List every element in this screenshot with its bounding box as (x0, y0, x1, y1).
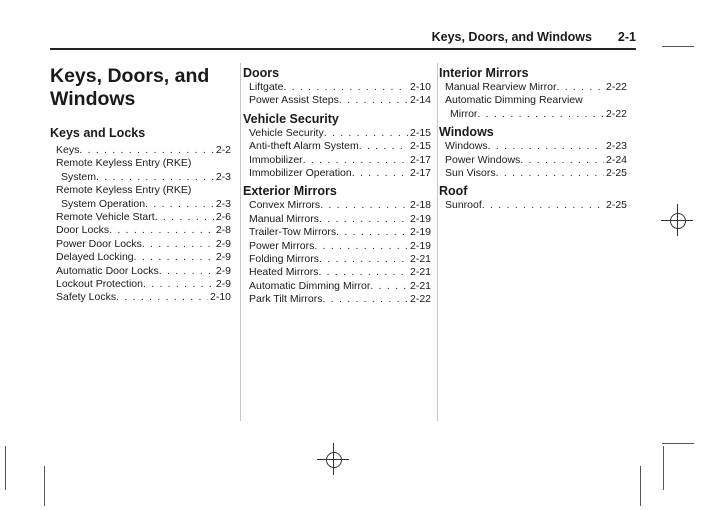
dot-leader (359, 140, 408, 153)
section-heading: Windows (439, 125, 494, 140)
toc-entry[interactable] (56, 211, 231, 224)
toc-entry[interactable] (56, 171, 231, 184)
toc-entry-label: Door Locks (56, 224, 110, 237)
dot-leader (520, 154, 604, 167)
dot-leader (323, 293, 408, 306)
section-heading: Doors (243, 66, 280, 80)
toc-column-mirrors-windows (439, 66, 627, 213)
toc-entry[interactable] (249, 266, 431, 279)
toc-page-number: 2-21 (409, 253, 431, 266)
toc-entry-label: Remote Vehicle Start (56, 211, 155, 224)
dot-leader (96, 171, 214, 184)
toc-entry[interactable] (445, 140, 627, 153)
dot-leader (556, 81, 604, 94)
toc-page-number: 2-9 (215, 278, 231, 291)
toc-entry-list (445, 140, 627, 180)
toc-entry[interactable] (249, 280, 431, 293)
toc-entry[interactable] (249, 81, 431, 94)
chapter-title-line-2: Windows (50, 88, 136, 110)
dot-leader (370, 280, 408, 293)
toc-page-number: 2-21 (409, 266, 431, 279)
toc-entry-label: Manual Mirrors (249, 212, 320, 225)
crop-mark (5, 446, 6, 490)
header-rule (50, 48, 636, 50)
toc-page-number: 2-9 (215, 264, 231, 277)
toc-entry[interactable] (249, 213, 431, 226)
toc-entry-label: Sunroof (445, 199, 482, 212)
toc-page-number: 2-25 (605, 199, 627, 212)
dot-leader (79, 144, 213, 157)
toc-page-number: 2-22 (605, 81, 627, 93)
toc-entry-list (249, 199, 431, 306)
toc-page-number: 2-19 (409, 212, 431, 225)
dot-leader (320, 199, 408, 212)
toc-entry[interactable] (249, 140, 431, 153)
toc-entry[interactable] (249, 226, 431, 239)
dot-leader (324, 127, 408, 140)
dot-leader (488, 140, 604, 153)
section-heading: Keys and Locks (50, 126, 146, 140)
toc-page-number: 2-22 (605, 107, 627, 120)
toc-entry[interactable] (56, 238, 231, 251)
toc-page-number: 2-19 (409, 239, 431, 252)
toc-entry[interactable] (56, 278, 231, 291)
toc-entry-label: Vehicle Security (249, 126, 324, 139)
page-number: 2-1 (617, 30, 636, 44)
toc-entry[interactable] (445, 167, 627, 180)
dot-leader (116, 291, 208, 304)
dot-leader (496, 167, 604, 180)
running-header (432, 30, 636, 44)
toc-entry[interactable] (445, 154, 627, 167)
toc-entry-label: Convex Mirrors (249, 199, 321, 212)
toc-entry-label: Safety Locks (56, 291, 117, 304)
toc-entry[interactable] (249, 240, 431, 253)
section-heading: Interior Mirrors (439, 66, 529, 80)
toc-entry[interactable] (249, 127, 431, 140)
toc-entry-label: Manual Rearview Mirror (445, 81, 557, 93)
dot-leader (303, 154, 408, 167)
dot-leader (145, 198, 214, 211)
toc-entry-continuation: Mirror (450, 107, 478, 120)
dot-leader (482, 199, 604, 212)
dot-leader (109, 224, 214, 237)
toc-page-number: 2-3 (215, 170, 231, 183)
crop-mark (662, 46, 694, 47)
toc-entry-list (249, 81, 431, 108)
toc-entry-label: Immobilizer Operation (249, 167, 352, 180)
toc-entry-continuation: System Operation (61, 197, 146, 210)
toc-entry[interactable] (56, 291, 231, 304)
toc-entry-label: Remote Keyless Entry (RKE) (56, 157, 192, 170)
column-divider-1 (240, 63, 241, 421)
toc-entry-label: Power Door Locks (56, 237, 142, 250)
toc-page-number: 2-17 (409, 153, 431, 166)
toc-entry-label: Power Mirrors (249, 239, 315, 252)
toc-entry-label: Power Windows (445, 153, 521, 166)
toc-entry[interactable] (249, 94, 431, 107)
dot-leader (339, 94, 408, 107)
toc-entry-label: Liftgate (249, 81, 284, 93)
toc-page-number: 2-17 (409, 167, 431, 180)
toc-page-number: 2-2 (215, 144, 231, 156)
toc-page-number: 2-14 (409, 94, 431, 107)
toc-entry[interactable] (249, 167, 431, 180)
toc-page-number: 2-24 (605, 153, 627, 166)
toc-entry-label: Power Assist Steps (249, 94, 339, 107)
toc-page-number: 2-21 (409, 279, 431, 292)
toc-page-number: 2-15 (409, 140, 431, 153)
toc-page-number: 2-23 (605, 140, 627, 153)
toc-entry-label: Immobilizer (249, 153, 303, 166)
toc-page-number: 2-3 (215, 197, 231, 210)
toc-column-doors (243, 66, 431, 307)
toc-entry-label: Sun Visors (445, 167, 496, 180)
toc-entry-label: Lockout Protection (56, 278, 143, 291)
crop-mark (662, 443, 694, 444)
section-heading: Vehicle Security (243, 111, 339, 126)
toc-entry[interactable] (445, 199, 627, 212)
section-heading: Roof (439, 184, 468, 199)
dot-leader (336, 226, 408, 239)
dot-leader (319, 253, 408, 266)
toc-entry[interactable] (249, 199, 431, 212)
toc-page-number: 2-15 (409, 126, 431, 139)
toc-column-keys (50, 126, 231, 305)
toc-entry[interactable] (56, 198, 231, 211)
dot-leader (319, 213, 408, 226)
toc-entry-list (445, 199, 627, 212)
dot-leader (283, 81, 408, 94)
registration-circle (326, 452, 342, 468)
toc-entry-list (249, 127, 431, 181)
toc-entry-label: Park Tilt Mirrors (249, 293, 323, 306)
toc-entry[interactable] (445, 108, 627, 121)
toc-entry-label: Automatic Dimming Rearview (445, 94, 583, 107)
chapter-title (50, 65, 209, 111)
toc-entry-label: Delayed Locking (56, 251, 134, 264)
toc-page-number: 2-18 (409, 199, 431, 212)
toc-entry-label: Heated Mirrors (249, 266, 319, 279)
toc-entry[interactable] (249, 253, 431, 266)
toc-entry-list (445, 81, 627, 121)
dot-leader (159, 265, 214, 278)
dot-leader (155, 211, 214, 224)
toc-entry[interactable] (56, 224, 231, 237)
dot-leader (352, 167, 408, 180)
toc-entry-continuation: System (61, 170, 97, 183)
toc-entry-label: Keys (56, 144, 80, 156)
toc-page-number: 2-19 (409, 226, 431, 239)
toc-page-number: 2-10 (409, 81, 431, 93)
section-heading: Exterior Mirrors (243, 184, 337, 199)
column-divider-2 (437, 63, 438, 421)
toc-entry-label: Trailer-Tow Mirrors (249, 226, 337, 239)
toc-entry[interactable] (249, 154, 431, 167)
crop-mark (640, 466, 641, 506)
toc-entry-label: Automatic Dimming Mirror (249, 279, 371, 292)
registration-line (661, 220, 693, 221)
dot-leader (477, 108, 604, 121)
dot-leader (314, 240, 408, 253)
toc-page-number: 2-10 (209, 291, 231, 304)
toc-entry[interactable] (445, 81, 627, 94)
toc-entry[interactable] (56, 251, 231, 264)
chapter-title-line-1: Keys, Doors, and (50, 65, 210, 87)
dot-leader (143, 278, 214, 291)
dot-leader (142, 238, 214, 251)
toc-entry-label: Anti-theft Alarm System (249, 140, 359, 153)
toc-entry[interactable] (56, 265, 231, 278)
crop-mark (663, 446, 664, 490)
toc-entry-label: Automatic Door Locks (56, 264, 159, 277)
toc-page-number: 2-9 (215, 237, 231, 250)
crop-mark (44, 466, 45, 506)
registration-circle (670, 213, 686, 229)
toc-entry-list (56, 144, 231, 305)
toc-page-number: 2-25 (605, 167, 627, 180)
dot-leader (318, 266, 408, 279)
toc-entry[interactable] (56, 144, 231, 157)
header-title: Keys, Doors, and Windows (431, 30, 592, 44)
toc-page-number: 2-9 (215, 251, 231, 264)
registration-line (317, 459, 349, 460)
dot-leader (134, 251, 214, 264)
toc-page-number: 2-8 (215, 224, 231, 237)
toc-entry-label: Folding Mirrors (249, 253, 320, 266)
toc-page-number: 2-22 (409, 293, 431, 306)
toc-entry[interactable] (249, 293, 431, 306)
toc-entry-label: Remote Keyless Entry (RKE) (56, 184, 192, 197)
toc-page-number: 2-6 (215, 211, 231, 224)
toc-entry-label: Windows (445, 140, 488, 153)
